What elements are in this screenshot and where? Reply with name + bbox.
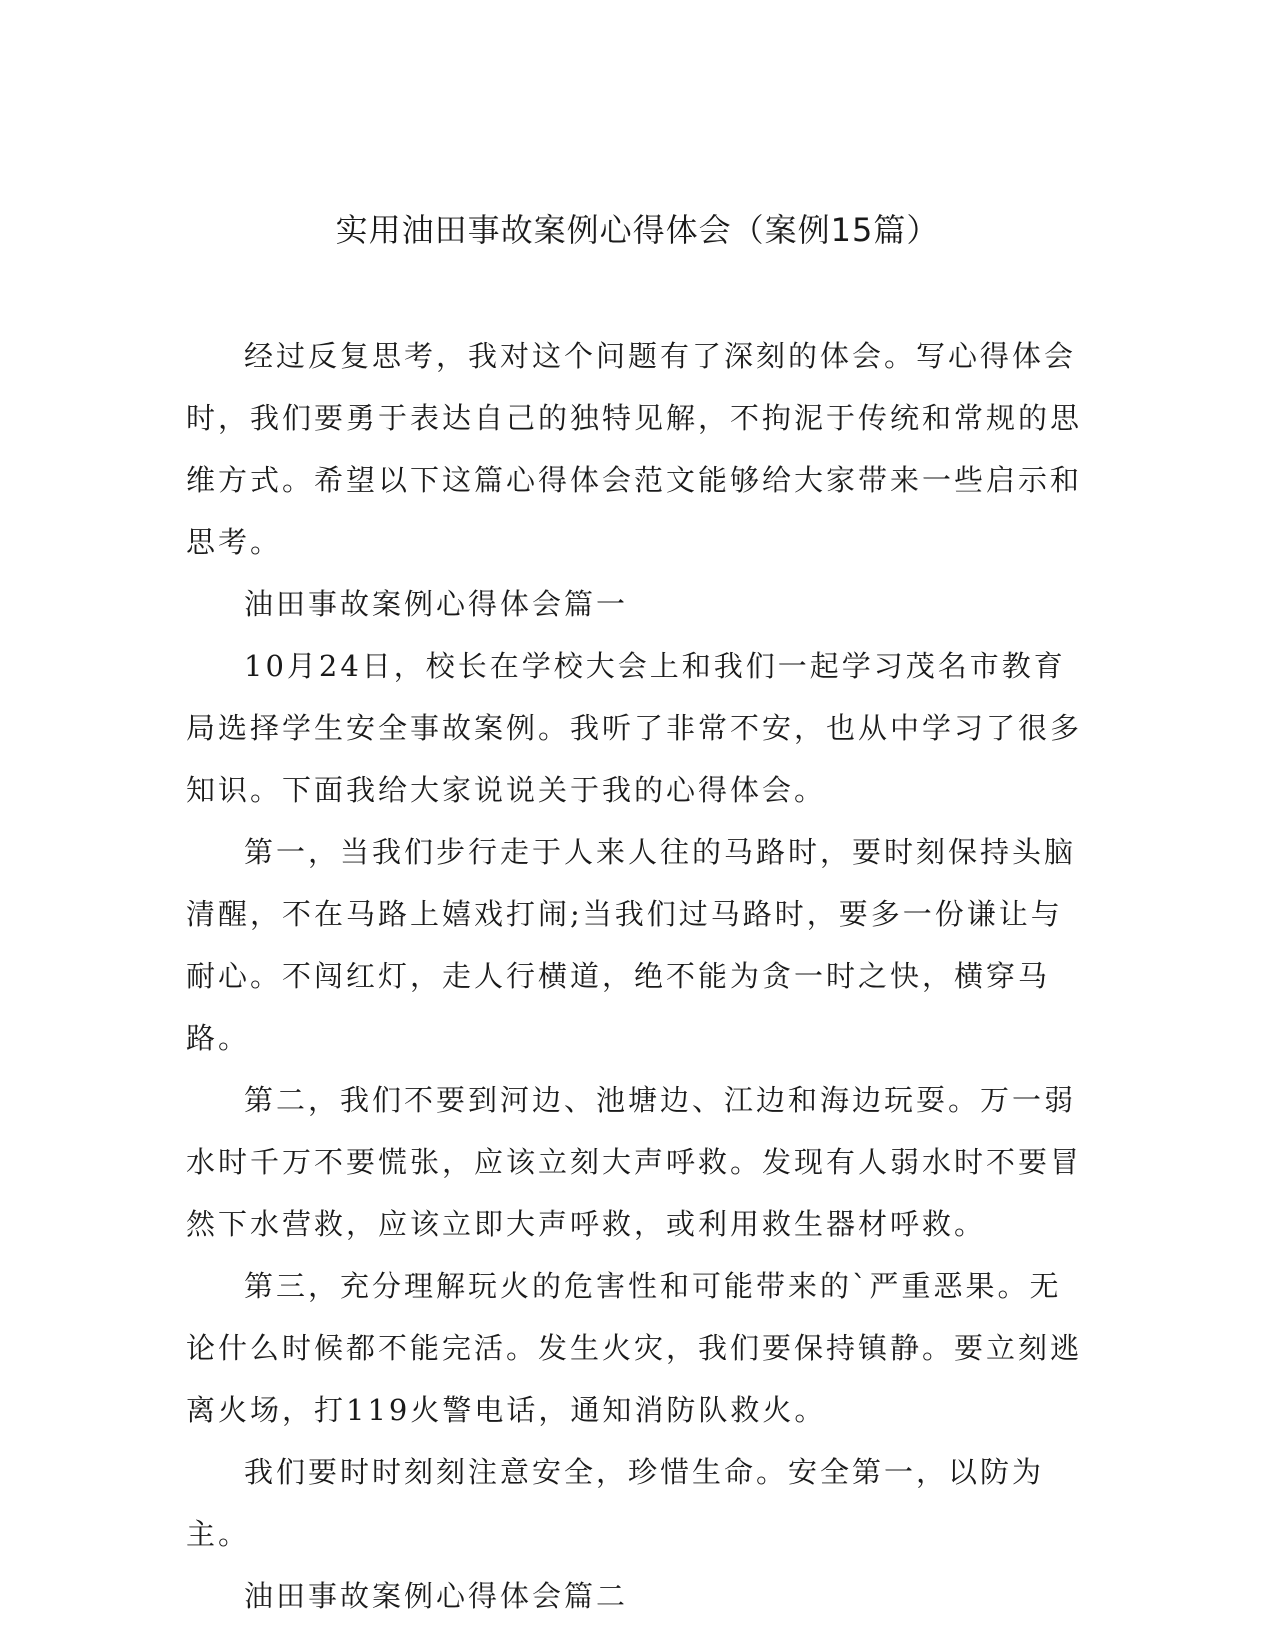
body-paragraph: 第一，当我们步行走于人来人往的马路时，要时刻保持头脑清醒，不在马路上嬉戏打闹;当我们过马路时，要多一份谦让与耐心。不闯红灯，走人行横道，绝不能为贪一时之快，横穿马路。 (186, 835, 1077, 1055)
document-body (186, 325, 1086, 1627)
body-paragraph: 我们要时时刻刻注意安全，珍惜生命。安全第一，以防为主。 (186, 1455, 1045, 1551)
section-heading-2: 油田事故案例心得体会篇二 (244, 1579, 629, 1613)
body-paragraph: 第二，我们不要到河边、池塘边、江边和海边玩耍。万一弱水时千万不要慌张，应该立刻大声呼救。发现有人弱水时不要冒然下水营救，应该立即大声呼救，或利用救生器材呼救。 (186, 1083, 1083, 1241)
intro-paragraph: 经过反复思考，我对这个问题有了深刻的体会。写心得体会时，我们要勇于表达自己的独特见解，不拘泥于传统和常规的思维方式。希望以下这篇心得体会范文能够给大家带来一些启示和思考。 (186, 339, 1083, 559)
body-paragraph: 10月24日，校长在学校大会上和我们一起学习茂名市教育局选择学生安全事故案例。我听了非常不安，也从中学习了很多知识。下面我给大家说说关于我的心得体会。 (186, 649, 1083, 807)
body-paragraph: 第三，充分理解玩火的危害性和可能带来的`严重恶果。无论什么时候都不能完活。发生火灾，我们要保持镇静。要立刻逃离火场，打119火警电话，通知消防队救火。 (186, 1269, 1083, 1427)
document-title: 实用油田事故案例心得体会（案例15篇） (335, 211, 940, 249)
section-heading-1: 油田事故案例心得体会篇一 (244, 587, 629, 621)
